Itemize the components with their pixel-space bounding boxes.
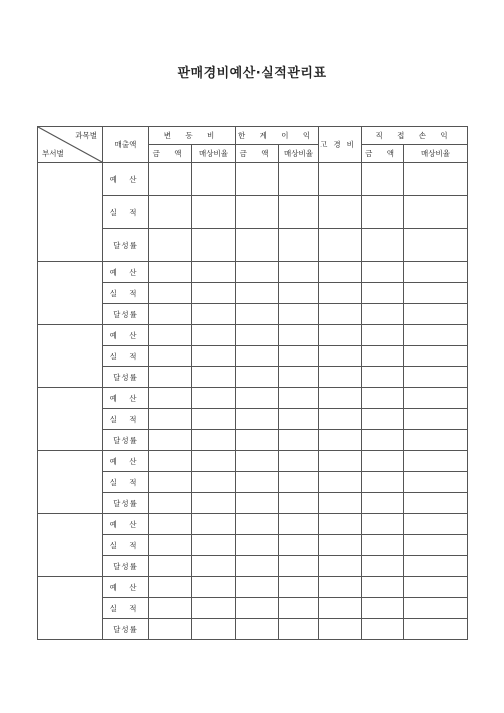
- table-row: [38, 430, 468, 451]
- table-row: [38, 619, 468, 640]
- department-cell[interactable]: [38, 388, 103, 451]
- value-cell[interactable]: [236, 493, 279, 514]
- value-cell[interactable]: [319, 409, 362, 430]
- value-cell[interactable]: [362, 556, 404, 577]
- value-cell[interactable]: [192, 196, 236, 229]
- value-cell[interactable]: [149, 304, 192, 325]
- value-cell[interactable]: [404, 163, 468, 196]
- fixed-cost-header: 고경비: [319, 127, 362, 163]
- value-cell[interactable]: [149, 493, 192, 514]
- table-row: [38, 367, 468, 388]
- value-cell[interactable]: [319, 430, 362, 451]
- department-cell[interactable]: [38, 163, 103, 262]
- value-cell[interactable]: [404, 325, 468, 346]
- value-cell[interactable]: [279, 619, 319, 640]
- row-label: 실 적: [103, 283, 149, 304]
- value-cell[interactable]: [236, 514, 279, 535]
- department-cell[interactable]: [38, 262, 103, 325]
- value-cell[interactable]: [192, 598, 236, 619]
- value-cell[interactable]: [236, 556, 279, 577]
- value-cell[interactable]: [319, 451, 362, 472]
- row-label: 예 산: [103, 325, 149, 346]
- value-cell[interactable]: [192, 535, 236, 556]
- table-row: [38, 598, 468, 619]
- value-cell[interactable]: [279, 430, 319, 451]
- value-cell[interactable]: [319, 577, 362, 598]
- marginal-profit-ratio-header: 매상비율: [279, 145, 319, 163]
- table-row: [38, 304, 468, 325]
- value-cell[interactable]: [279, 535, 319, 556]
- value-cell[interactable]: [279, 229, 319, 262]
- value-cell[interactable]: [362, 262, 404, 283]
- value-cell[interactable]: [279, 262, 319, 283]
- value-cell[interactable]: [192, 304, 236, 325]
- value-cell[interactable]: [319, 325, 362, 346]
- value-cell[interactable]: [404, 451, 468, 472]
- table-row: [38, 283, 468, 304]
- row-label: 실 적: [103, 472, 149, 493]
- value-cell[interactable]: [319, 229, 362, 262]
- value-cell[interactable]: [319, 514, 362, 535]
- value-cell[interactable]: [279, 367, 319, 388]
- table-row: [38, 229, 468, 262]
- value-cell[interactable]: [192, 283, 236, 304]
- value-cell[interactable]: [279, 325, 319, 346]
- value-cell[interactable]: [279, 304, 319, 325]
- value-cell[interactable]: [404, 283, 468, 304]
- value-cell[interactable]: [149, 535, 192, 556]
- value-cell[interactable]: [404, 598, 468, 619]
- table-row: [38, 163, 468, 196]
- value-cell[interactable]: [149, 229, 192, 262]
- budget-performance-table: [37, 126, 468, 640]
- row-label: 예 산: [103, 163, 149, 196]
- value-cell[interactable]: [279, 514, 319, 535]
- table-row: [38, 472, 468, 493]
- value-cell[interactable]: [362, 367, 404, 388]
- row-label: 예 산: [103, 262, 149, 283]
- value-cell[interactable]: [319, 283, 362, 304]
- value-cell[interactable]: [149, 514, 192, 535]
- value-cell[interactable]: [362, 283, 404, 304]
- value-cell[interactable]: [362, 388, 404, 409]
- value-cell[interactable]: [149, 196, 192, 229]
- value-cell[interactable]: [149, 472, 192, 493]
- value-cell[interactable]: [279, 598, 319, 619]
- value-cell[interactable]: [192, 556, 236, 577]
- value-cell[interactable]: [236, 388, 279, 409]
- value-cell[interactable]: [236, 229, 279, 262]
- value-cell[interactable]: [362, 472, 404, 493]
- value-cell[interactable]: [404, 388, 468, 409]
- row-label: 실 적: [103, 409, 149, 430]
- table-row: [38, 577, 468, 598]
- row-label: 실 적: [103, 535, 149, 556]
- value-cell[interactable]: [192, 262, 236, 283]
- value-cell[interactable]: [404, 367, 468, 388]
- value-cell[interactable]: [362, 304, 404, 325]
- direct-profit-header: 직 접 손 익: [362, 127, 468, 145]
- value-cell[interactable]: [236, 367, 279, 388]
- value-cell[interactable]: [279, 409, 319, 430]
- value-cell[interactable]: [192, 619, 236, 640]
- table-row: [38, 196, 468, 229]
- table-row: [38, 514, 468, 535]
- value-cell[interactable]: [192, 472, 236, 493]
- value-cell[interactable]: [319, 472, 362, 493]
- value-cell[interactable]: [319, 262, 362, 283]
- value-cell[interactable]: [404, 493, 468, 514]
- value-cell[interactable]: [149, 577, 192, 598]
- value-cell[interactable]: [319, 367, 362, 388]
- value-cell[interactable]: [149, 262, 192, 283]
- value-cell[interactable]: [236, 598, 279, 619]
- row-label: 실 적: [103, 196, 149, 229]
- table-row: [38, 325, 468, 346]
- value-cell[interactable]: [279, 346, 319, 367]
- value-cell[interactable]: [404, 514, 468, 535]
- row-label: 예 산: [103, 388, 149, 409]
- value-cell[interactable]: [404, 346, 468, 367]
- value-cell[interactable]: [362, 409, 404, 430]
- table-row: [38, 556, 468, 577]
- value-cell[interactable]: [149, 451, 192, 472]
- value-cell[interactable]: [362, 163, 404, 196]
- value-cell[interactable]: [192, 163, 236, 196]
- value-cell[interactable]: [192, 451, 236, 472]
- value-cell[interactable]: [319, 346, 362, 367]
- value-cell[interactable]: [236, 577, 279, 598]
- value-cell[interactable]: [404, 196, 468, 229]
- value-cell[interactable]: [362, 493, 404, 514]
- row-label: 달성률: [103, 556, 149, 577]
- value-cell[interactable]: [279, 388, 319, 409]
- row-label: 달성률: [103, 304, 149, 325]
- value-cell[interactable]: [404, 619, 468, 640]
- value-cell[interactable]: [279, 451, 319, 472]
- table-body: [38, 163, 468, 640]
- value-cell[interactable]: [404, 535, 468, 556]
- row-label: 예 산: [103, 451, 149, 472]
- direct-profit-amount-header: 금 액: [362, 145, 404, 163]
- department-cell[interactable]: [38, 577, 103, 640]
- value-cell[interactable]: [149, 409, 192, 430]
- value-cell[interactable]: [362, 196, 404, 229]
- value-cell[interactable]: [279, 577, 319, 598]
- value-cell[interactable]: [319, 388, 362, 409]
- value-cell[interactable]: [236, 283, 279, 304]
- value-cell[interactable]: [279, 493, 319, 514]
- row-label: 실 적: [103, 598, 149, 619]
- department-cell[interactable]: [38, 514, 103, 577]
- value-cell[interactable]: [362, 598, 404, 619]
- table-row: [38, 409, 468, 430]
- variable-cost-ratio-header: 매상비율: [192, 145, 236, 163]
- value-cell[interactable]: [149, 346, 192, 367]
- value-cell[interactable]: [149, 388, 192, 409]
- department-cell[interactable]: [38, 325, 103, 388]
- value-cell[interactable]: [404, 262, 468, 283]
- value-cell[interactable]: [279, 283, 319, 304]
- value-cell[interactable]: [192, 325, 236, 346]
- value-cell[interactable]: [149, 283, 192, 304]
- value-cell[interactable]: [319, 535, 362, 556]
- value-cell[interactable]: [404, 229, 468, 262]
- value-cell[interactable]: [319, 619, 362, 640]
- department-cell[interactable]: [38, 451, 103, 514]
- value-cell[interactable]: [279, 163, 319, 196]
- value-cell[interactable]: [319, 304, 362, 325]
- value-cell[interactable]: [362, 346, 404, 367]
- value-cell[interactable]: [149, 325, 192, 346]
- variable-cost-amount-header: 금 액: [149, 145, 192, 163]
- row-label: 예 산: [103, 577, 149, 598]
- value-cell[interactable]: [362, 577, 404, 598]
- value-cell[interactable]: [362, 325, 404, 346]
- value-cell[interactable]: [192, 229, 236, 262]
- value-cell[interactable]: [236, 430, 279, 451]
- value-cell[interactable]: [279, 196, 319, 229]
- table-row: [38, 388, 468, 409]
- row-label: 달성률: [103, 493, 149, 514]
- row-label: 달성률: [103, 619, 149, 640]
- row-label: 예 산: [103, 514, 149, 535]
- department-header: 부서별: [42, 149, 64, 158]
- row-label: 실 적: [103, 346, 149, 367]
- value-cell[interactable]: [192, 430, 236, 451]
- value-cell[interactable]: [236, 262, 279, 283]
- value-cell[interactable]: [362, 514, 404, 535]
- value-cell[interactable]: [362, 451, 404, 472]
- value-cell[interactable]: [192, 493, 236, 514]
- value-cell[interactable]: [149, 163, 192, 196]
- value-cell[interactable]: [236, 409, 279, 430]
- value-cell[interactable]: [236, 535, 279, 556]
- row-label: 달성률: [103, 367, 149, 388]
- marginal-profit-amount-header: 금 액: [236, 145, 279, 163]
- value-cell[interactable]: [404, 556, 468, 577]
- value-cell[interactable]: [236, 472, 279, 493]
- value-cell[interactable]: [319, 163, 362, 196]
- diagonal-header-cell: [38, 127, 103, 163]
- table-row: [38, 535, 468, 556]
- value-cell[interactable]: [404, 577, 468, 598]
- value-cell[interactable]: [192, 346, 236, 367]
- sales-header: 매출액: [103, 127, 149, 163]
- value-cell[interactable]: [319, 196, 362, 229]
- value-cell[interactable]: [236, 346, 279, 367]
- table-row: [38, 451, 468, 472]
- value-cell[interactable]: [362, 619, 404, 640]
- table-row: [38, 346, 468, 367]
- table-row: [38, 262, 468, 283]
- page-title: 판매경비예산·실적관리표: [177, 66, 327, 81]
- row-label: 달성률: [103, 430, 149, 451]
- row-label: 달성률: [103, 229, 149, 262]
- table-row: [38, 493, 468, 514]
- value-cell[interactable]: [319, 493, 362, 514]
- value-cell[interactable]: [236, 163, 279, 196]
- value-cell[interactable]: [404, 304, 468, 325]
- value-cell[interactable]: [236, 304, 279, 325]
- value-cell[interactable]: [236, 196, 279, 229]
- value-cell[interactable]: [362, 229, 404, 262]
- value-cell[interactable]: [149, 619, 192, 640]
- direct-profit-ratio-header: 매상비율: [404, 145, 468, 163]
- value-cell[interactable]: [192, 367, 236, 388]
- value-cell[interactable]: [404, 430, 468, 451]
- marginal-profit-header: 한 계 이 익: [236, 127, 319, 145]
- variable-cost-header: 변 동 비: [149, 127, 236, 145]
- value-cell[interactable]: [236, 451, 279, 472]
- value-cell[interactable]: [404, 409, 468, 430]
- value-cell[interactable]: [149, 430, 192, 451]
- subject-header: 과목별: [75, 131, 97, 140]
- value-cell[interactable]: [192, 577, 236, 598]
- value-cell[interactable]: [279, 556, 319, 577]
- value-cell[interactable]: [236, 619, 279, 640]
- value-cell[interactable]: [192, 409, 236, 430]
- value-cell[interactable]: [149, 367, 192, 388]
- value-cell[interactable]: [236, 325, 279, 346]
- value-cell[interactable]: [149, 598, 192, 619]
- value-cell[interactable]: [192, 514, 236, 535]
- value-cell[interactable]: [319, 556, 362, 577]
- value-cell[interactable]: [192, 388, 236, 409]
- value-cell[interactable]: [362, 535, 404, 556]
- value-cell[interactable]: [149, 556, 192, 577]
- value-cell[interactable]: [404, 472, 468, 493]
- value-cell[interactable]: [279, 472, 319, 493]
- value-cell[interactable]: [319, 598, 362, 619]
- value-cell[interactable]: [362, 430, 404, 451]
